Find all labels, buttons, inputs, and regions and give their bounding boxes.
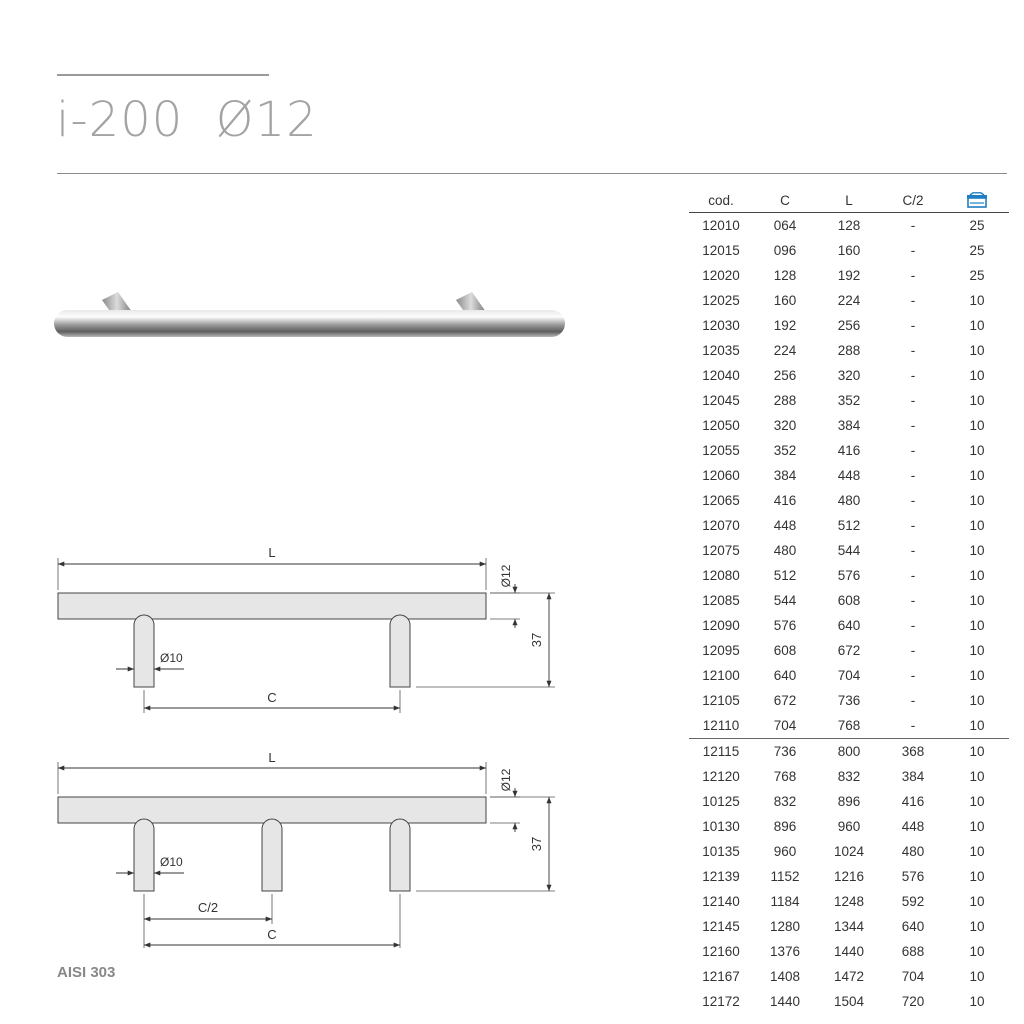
table-row xyxy=(689,388,1009,413)
cell-c: 1280 xyxy=(769,919,801,934)
cell-l: 1472 xyxy=(833,969,865,984)
table-row xyxy=(689,839,1009,864)
cell-c: 608 xyxy=(773,643,797,658)
cell-half-c: 720 xyxy=(901,994,925,1009)
cell-code: 12100 xyxy=(702,668,740,683)
cell-code: 12095 xyxy=(702,643,740,658)
table-row xyxy=(689,238,1009,263)
cell-code: 12172 xyxy=(702,994,740,1009)
dim-bar-diameter-label: Ø12 xyxy=(499,564,513,588)
top-rule xyxy=(57,74,269,76)
cell-half-c: - xyxy=(910,243,916,258)
cell-half-c: 704 xyxy=(901,969,925,984)
cell-c: 480 xyxy=(773,543,797,558)
table-row xyxy=(689,213,1009,239)
cell-package-qty: 10 xyxy=(969,718,985,733)
cell-package-qty: 10 xyxy=(969,543,985,558)
cell-l: 1216 xyxy=(833,869,865,884)
cell-c: 704 xyxy=(773,718,797,733)
cell-l: 544 xyxy=(837,543,861,558)
header-half-c: C/2 xyxy=(881,188,945,213)
cell-code: 12065 xyxy=(702,493,740,508)
cell-l: 320 xyxy=(837,368,861,383)
cell-l: 1440 xyxy=(833,944,865,959)
cell-c: 160 xyxy=(773,293,797,308)
cell-half-c: - xyxy=(910,593,916,608)
cell-package-qty: 10 xyxy=(945,739,1009,765)
dim-half-c-label: C/2 xyxy=(197,900,219,915)
table-row xyxy=(689,864,1009,889)
cell-package-qty: 10 xyxy=(969,994,985,1009)
cell-c: 352 xyxy=(773,443,797,458)
cell-half-c: - xyxy=(910,343,916,358)
cell-package-qty: 25 xyxy=(969,218,985,233)
cell-code: 12160 xyxy=(702,944,740,959)
cell-l: 288 xyxy=(837,343,861,358)
cell-l: 960 xyxy=(837,819,861,834)
cell-code: 12115 xyxy=(689,739,753,765)
cell-code: 12055 xyxy=(702,443,740,458)
drawing-post-right-2 xyxy=(390,819,410,891)
cell-package-qty: 25 xyxy=(969,243,985,258)
cell-l: 224 xyxy=(837,293,861,308)
page-title: i-200 Ø12 xyxy=(56,92,318,148)
cell-l: 384 xyxy=(837,418,861,433)
cell-c: 256 xyxy=(773,368,797,383)
cell-l: 896 xyxy=(837,794,861,809)
cell-code: 12010 xyxy=(702,218,740,233)
cell-package-qty: 10 xyxy=(969,368,985,383)
table-row xyxy=(689,563,1009,588)
cell-half-c: - xyxy=(910,268,916,283)
cell-half-c: 368 xyxy=(881,739,945,765)
cell-half-c: - xyxy=(910,568,916,583)
cell-code: 12075 xyxy=(702,543,740,558)
cell-half-c: - xyxy=(910,443,916,458)
cell-c: 448 xyxy=(773,518,797,533)
cell-package-qty: 10 xyxy=(969,969,985,984)
table-row xyxy=(689,338,1009,363)
cell-half-c: - xyxy=(910,718,916,733)
header-package-qty xyxy=(945,188,1009,213)
cell-code: 12040 xyxy=(702,368,740,383)
cell-package-qty: 10 xyxy=(969,944,985,959)
table-row xyxy=(689,638,1009,663)
cell-package-qty: 10 xyxy=(969,643,985,658)
cell-package-qty: 10 xyxy=(969,819,985,834)
cell-package-qty: 10 xyxy=(969,418,985,433)
table-row xyxy=(689,313,1009,338)
header-code: cod. xyxy=(689,188,753,213)
table-row xyxy=(689,964,1009,989)
cell-l: 704 xyxy=(837,668,861,683)
cell-half-c: - xyxy=(910,468,916,483)
cell-c: 224 xyxy=(773,343,797,358)
dim-foot-diameter-label: Ø10 xyxy=(160,651,183,665)
drawing-post-right xyxy=(390,615,410,687)
cell-c: 1440 xyxy=(769,994,801,1009)
cell-c: 544 xyxy=(773,593,797,608)
dim-bar-diameter-label-2: Ø12 xyxy=(499,768,513,792)
drawing-post-middle-2 xyxy=(262,819,282,891)
table-row xyxy=(689,789,1009,814)
table-row xyxy=(689,663,1009,688)
table-row xyxy=(689,914,1009,939)
cell-l: 1344 xyxy=(833,919,865,934)
table-row xyxy=(689,538,1009,563)
dim-foot-diameter-label-2: Ø10 xyxy=(160,855,183,869)
cell-code: 12030 xyxy=(702,318,740,333)
table-row xyxy=(689,438,1009,463)
cell-package-qty: 10 xyxy=(969,919,985,934)
cell-package-qty: 10 xyxy=(969,668,985,683)
cell-l: 800 xyxy=(817,739,881,765)
cell-half-c: 688 xyxy=(901,944,925,959)
handle-bar xyxy=(54,310,565,337)
cell-c: 096 xyxy=(773,243,797,258)
cell-half-c: 592 xyxy=(901,894,925,909)
cell-c: 576 xyxy=(773,618,797,633)
cell-code: 12140 xyxy=(702,894,740,909)
cell-c: 640 xyxy=(773,668,797,683)
table-row xyxy=(689,288,1009,313)
cell-code: 12139 xyxy=(702,869,740,884)
cell-half-c: 416 xyxy=(901,794,925,809)
cell-c: 768 xyxy=(773,769,797,784)
cell-l: 448 xyxy=(837,468,861,483)
cell-l: 416 xyxy=(837,443,861,458)
cell-c: 128 xyxy=(773,268,797,283)
cell-code: 12167 xyxy=(702,969,740,984)
drawing-post-left xyxy=(134,615,154,687)
table-row xyxy=(689,764,1009,789)
cell-half-c: - xyxy=(910,643,916,658)
cell-l: 640 xyxy=(837,618,861,633)
cell-l: 192 xyxy=(837,268,861,283)
cell-code: 12090 xyxy=(702,618,740,633)
cell-package-qty: 10 xyxy=(969,769,985,784)
drawing-bar xyxy=(58,593,486,619)
cell-package-qty: 10 xyxy=(969,568,985,583)
cell-package-qty: 10 xyxy=(969,518,985,533)
table-row xyxy=(689,814,1009,839)
cell-package-qty: 10 xyxy=(969,318,985,333)
product-photo xyxy=(40,270,580,360)
cell-code: 12060 xyxy=(702,468,740,483)
cell-code: 12120 xyxy=(702,769,740,784)
cell-package-qty: 10 xyxy=(969,794,985,809)
table-row xyxy=(689,613,1009,638)
cell-half-c: - xyxy=(910,668,916,683)
cell-half-c: - xyxy=(910,618,916,633)
cell-l: 736 xyxy=(837,693,861,708)
cell-half-c: - xyxy=(910,518,916,533)
cell-code: 12080 xyxy=(702,568,740,583)
dim-c-label: C xyxy=(267,690,277,705)
table-row xyxy=(689,713,1009,739)
table-header-row xyxy=(689,188,1009,213)
table-row xyxy=(689,413,1009,438)
cell-half-c: - xyxy=(910,693,916,708)
cell-code: 12070 xyxy=(702,518,740,533)
cell-half-c: 384 xyxy=(901,769,925,784)
cell-l: 1024 xyxy=(833,844,865,859)
cell-package-qty: 10 xyxy=(969,493,985,508)
drawing-two-posts xyxy=(50,540,570,720)
cell-half-c: 480 xyxy=(901,844,925,859)
cell-c: 192 xyxy=(773,318,797,333)
drawing-post-left-2 xyxy=(134,819,154,891)
material-label: AISI 303 xyxy=(57,964,116,981)
table-row xyxy=(689,989,1009,1014)
cell-c: 736 xyxy=(753,739,817,765)
drawing-three-posts xyxy=(50,744,570,954)
cell-code: 12020 xyxy=(702,268,740,283)
dim-height-label: 37 xyxy=(529,632,544,648)
cell-half-c: - xyxy=(910,418,916,433)
cell-code: 12045 xyxy=(702,393,740,408)
dim-height-label-2: 37 xyxy=(529,836,544,852)
cell-c: 1184 xyxy=(770,894,800,909)
cell-c: 1376 xyxy=(769,944,801,959)
cell-half-c: 640 xyxy=(901,919,925,934)
cell-l: 352 xyxy=(837,393,861,408)
cell-package-qty: 10 xyxy=(969,468,985,483)
cell-half-c: - xyxy=(910,393,916,408)
cell-half-c: - xyxy=(910,543,916,558)
table-row xyxy=(689,513,1009,538)
cell-c: 512 xyxy=(773,568,797,583)
cell-code: 12105 xyxy=(702,693,740,708)
cell-code: 10130 xyxy=(702,819,740,834)
dim-l-label: L xyxy=(268,545,276,560)
cell-c: 320 xyxy=(773,418,797,433)
product-table xyxy=(689,188,1009,1014)
dim-l-label-2: L xyxy=(268,750,276,765)
cell-c: 416 xyxy=(773,493,797,508)
cell-c: 832 xyxy=(773,794,797,809)
cell-package-qty: 25 xyxy=(969,268,985,283)
dim-c-label-2: C xyxy=(267,927,277,942)
table-row xyxy=(689,939,1009,964)
cell-code: 12110 xyxy=(702,718,740,733)
table-row xyxy=(689,889,1009,914)
cell-l: 128 xyxy=(837,218,861,233)
cell-c: 064 xyxy=(773,218,797,233)
cell-c: 1152 xyxy=(770,869,800,884)
cell-l: 512 xyxy=(837,518,861,533)
header-l: L xyxy=(817,188,881,213)
cell-package-qty: 10 xyxy=(969,844,985,859)
cell-half-c: - xyxy=(910,368,916,383)
cell-l: 768 xyxy=(837,718,861,733)
cell-l: 672 xyxy=(837,643,861,658)
cell-l: 1504 xyxy=(833,994,865,1009)
cell-l: 256 xyxy=(837,318,861,333)
cell-package-qty: 10 xyxy=(969,869,985,884)
cell-code: 10135 xyxy=(702,844,740,859)
cell-half-c: - xyxy=(910,493,916,508)
table-row xyxy=(689,588,1009,613)
cell-code: 10125 xyxy=(702,794,740,809)
table-row xyxy=(689,739,1009,765)
cell-half-c: 448 xyxy=(901,819,925,834)
cell-c: 1408 xyxy=(769,969,801,984)
cell-l: 576 xyxy=(837,568,861,583)
cell-package-qty: 10 xyxy=(969,894,985,909)
table-row xyxy=(689,463,1009,488)
cell-l: 832 xyxy=(837,769,861,784)
cell-c: 896 xyxy=(773,819,797,834)
cell-half-c: 576 xyxy=(901,869,925,884)
cell-half-c: - xyxy=(910,318,916,333)
header-c: C xyxy=(753,188,817,213)
cell-c: 960 xyxy=(773,844,797,859)
cell-package-qty: 10 xyxy=(969,593,985,608)
cell-package-qty: 10 xyxy=(969,443,985,458)
cell-l: 608 xyxy=(837,593,861,608)
cell-package-qty: 10 xyxy=(969,293,985,308)
cell-code: 12050 xyxy=(702,418,740,433)
cell-l: 1248 xyxy=(833,894,865,909)
cell-package-qty: 10 xyxy=(969,618,985,633)
cell-half-c: - xyxy=(910,218,916,233)
cell-c: 672 xyxy=(773,693,797,708)
cell-c: 384 xyxy=(773,468,797,483)
cell-package-qty: 10 xyxy=(969,693,985,708)
cell-code: 12085 xyxy=(702,593,740,608)
table-row xyxy=(689,488,1009,513)
cell-package-qty: 10 xyxy=(969,393,985,408)
cell-code: 12035 xyxy=(702,343,740,358)
header-rule xyxy=(57,173,1007,174)
cell-c: 288 xyxy=(773,393,797,408)
cell-code: 12145 xyxy=(702,919,740,934)
cell-code: 12015 xyxy=(702,243,740,258)
package-box-icon xyxy=(966,192,988,208)
cell-l: 160 xyxy=(837,243,861,258)
table-row xyxy=(689,363,1009,388)
table-row xyxy=(689,688,1009,713)
table-row xyxy=(689,263,1009,288)
cell-half-c: - xyxy=(910,293,916,308)
cell-package-qty: 10 xyxy=(969,343,985,358)
cell-code: 12025 xyxy=(702,293,740,308)
cell-l: 480 xyxy=(837,493,861,508)
